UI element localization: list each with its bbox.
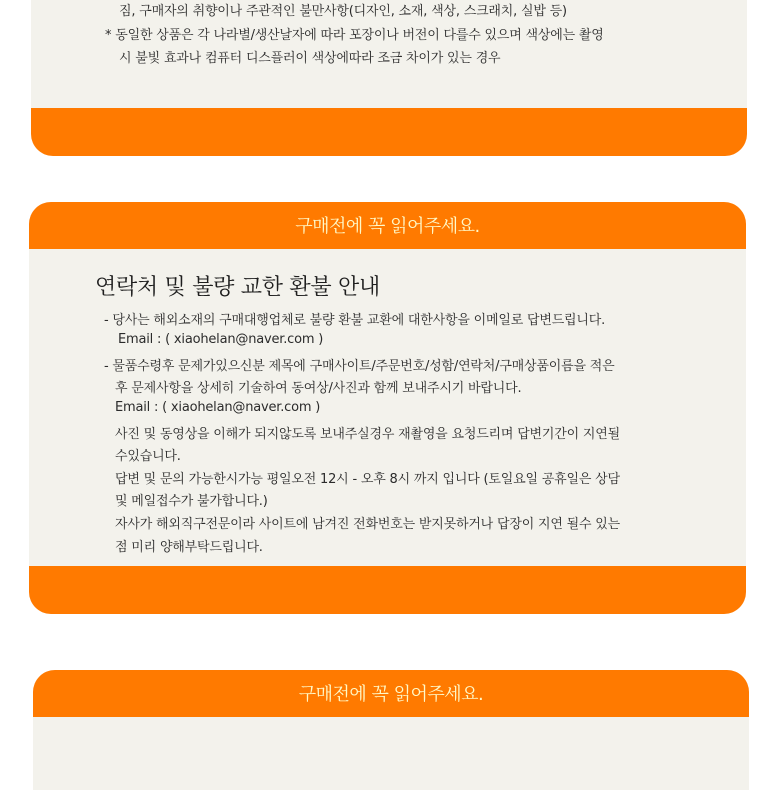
notice-line: 수있습니다. <box>115 449 181 464</box>
notice-line: 답변 및 문의 가능한시가능 평일오전 12시 - 오후 8시 까지 입니다 (토일요일 공휴일은 상담 <box>115 472 620 487</box>
notice-card-contact <box>29 202 746 614</box>
email-line: Email : ( xiaohelan@naver.com ) <box>115 400 321 415</box>
notice-line: * 동일한 상품은 각 나라별/생산날자에 따라 포장이나 버전이 다를수 있으며 색상에는 촬영 <box>105 28 604 43</box>
notice-line: 짐, 구매자의 취향이나 주관적인 불만사항(디자인, 소재, 색상, 스크래치, 실밥 등) <box>119 4 567 19</box>
notice-line: 점 미리 양해부탁드립니다. <box>115 540 263 555</box>
email-line: Email : ( xiaohelan@naver.com ) <box>118 332 324 347</box>
notice-line: 시 불빛 효과나 컴퓨터 디스플러이 색상에따라 조금 차이가 있는 경우 <box>119 51 501 66</box>
notice-line: 및 메일접수가 불가합니다.) <box>115 494 268 509</box>
section-title: 연락처 및 불량 교한 환불 안내 <box>95 275 380 300</box>
notice-line: - 당사는 해외소재의 구매대행업체로 불량 환불 교환에 대한사항을 이메일로 답변드립니다. <box>104 313 606 328</box>
notice-card-returns <box>31 0 747 156</box>
card-footer-bar <box>31 108 747 156</box>
card-header: 구매전에 꼭 읽어주세요. <box>33 670 749 717</box>
notice-line: 자사가 해외직구전문이라 사이트에 남겨진 전화번호는 받지못하거나 답장이 지연 될수 있는 <box>115 517 620 532</box>
notice-line: - 물품수령후 문제가있으신분 제목에 구매사이트/주문번호/성함/연락처/구매상품이름을 적은 <box>104 359 615 374</box>
card-header: 구매전에 꼭 읽어주세요. <box>29 202 746 249</box>
notice-line: 사진 및 동영상을 이해가 되지않도록 보내주실경우 재촬영을 요청드리며 답변기간이 지연될 <box>115 427 620 442</box>
notice-line: 후 문제사항을 상세히 기술하여 동여상/사진과 함께 보내주시기 바랍니다. <box>115 381 522 396</box>
card-footer-bar <box>29 566 746 614</box>
notice-card-next <box>33 670 749 790</box>
